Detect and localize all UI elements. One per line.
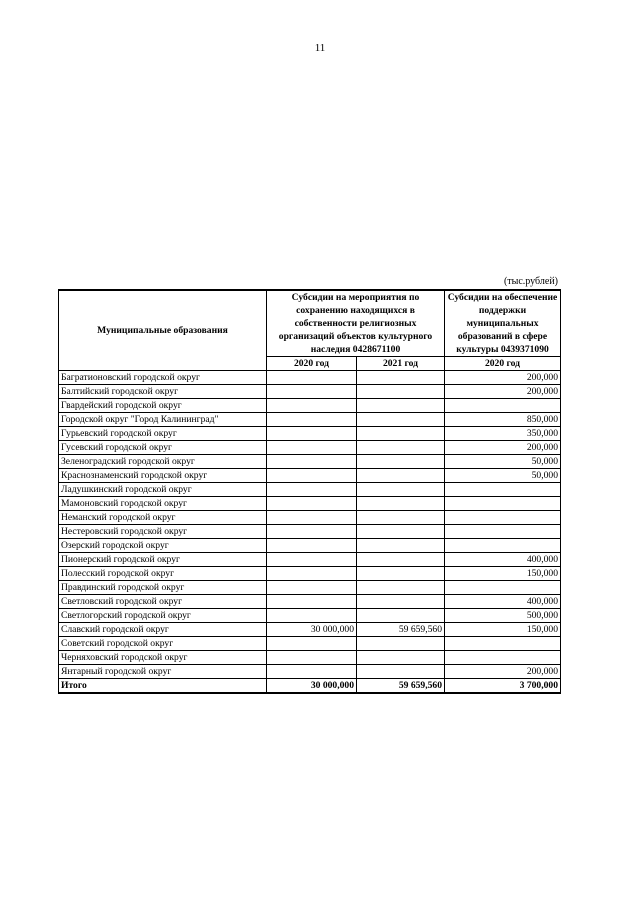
table-row bbox=[59, 665, 561, 679]
culture-2020-cell: 200,000 bbox=[445, 665, 561, 679]
culture-2020-cell: 400,000 bbox=[445, 553, 561, 567]
religious-2020-cell bbox=[267, 609, 357, 623]
table-row bbox=[59, 581, 561, 595]
culture-2020-cell: 500,000 bbox=[445, 609, 561, 623]
religious-2021-cell bbox=[357, 539, 445, 553]
municipality-header: Муниципальные образования bbox=[59, 290, 267, 371]
religious-2020-cell bbox=[267, 441, 357, 455]
municipality-cell: Гурьевский городской округ bbox=[59, 427, 267, 441]
culture-2020-cell bbox=[445, 511, 561, 525]
municipality-cell: Озерский городской округ bbox=[59, 539, 267, 553]
page-number: 11 bbox=[314, 42, 326, 54]
table-body bbox=[59, 371, 561, 694]
culture-2020-cell: 200,000 bbox=[445, 371, 561, 385]
table-row bbox=[59, 623, 561, 637]
religious-2020-cell bbox=[267, 637, 357, 651]
religious-2020-cell bbox=[267, 455, 357, 469]
culture-2020-cell bbox=[445, 637, 561, 651]
table-row bbox=[59, 371, 561, 385]
year-2021-religious-header: 2021 год bbox=[357, 357, 445, 371]
religious-2020-cell bbox=[267, 483, 357, 497]
municipality-cell: Янтарный городской округ bbox=[59, 665, 267, 679]
culture-2020-cell: 50,000 bbox=[445, 455, 561, 469]
table-row bbox=[59, 413, 561, 427]
religious-2021-cell bbox=[357, 553, 445, 567]
table-row bbox=[59, 455, 561, 469]
religious-2020-cell bbox=[267, 665, 357, 679]
religious-2021-cell: 59 659,560 bbox=[357, 679, 445, 694]
table-row bbox=[59, 497, 561, 511]
religious-2021-cell bbox=[357, 427, 445, 441]
table-row bbox=[59, 399, 561, 413]
municipality-cell: Гвардейский городской округ bbox=[59, 399, 267, 413]
culture-2020-cell: 50,000 bbox=[445, 469, 561, 483]
municipality-cell: Пионерский городской округ bbox=[59, 553, 267, 567]
municipality-cell: Зеленоградский городской округ bbox=[59, 455, 267, 469]
table-row bbox=[59, 469, 561, 483]
table-row bbox=[59, 441, 561, 455]
religious-2020-cell bbox=[267, 497, 357, 511]
religious-2021-cell bbox=[357, 455, 445, 469]
municipality-cell: Багратионовский городской округ bbox=[59, 371, 267, 385]
culture-2020-cell bbox=[445, 539, 561, 553]
municipality-cell: Советский городской округ bbox=[59, 637, 267, 651]
municipality-cell: Балтийский городской округ bbox=[59, 385, 267, 399]
year-2020-religious-header: 2020 год bbox=[267, 357, 357, 371]
municipality-cell: Краснознаменский городской округ bbox=[59, 469, 267, 483]
culture-2020-cell: 200,000 bbox=[445, 385, 561, 399]
municipality-cell: Светлогорский городской округ bbox=[59, 609, 267, 623]
religious-2020-cell bbox=[267, 413, 357, 427]
religious-2021-cell bbox=[357, 469, 445, 483]
religious-2020-cell bbox=[267, 511, 357, 525]
table-row bbox=[59, 511, 561, 525]
culture-2020-cell: 3 700,000 bbox=[445, 679, 561, 694]
religious-2021-cell bbox=[357, 441, 445, 455]
religious-2020-cell bbox=[267, 399, 357, 413]
religious-2021-cell: 59 659,560 bbox=[357, 623, 445, 637]
culture-2020-cell bbox=[445, 497, 561, 511]
religious-2021-cell bbox=[357, 413, 445, 427]
religious-2021-cell bbox=[357, 651, 445, 665]
table-row bbox=[59, 567, 561, 581]
municipality-cell: Итого bbox=[59, 679, 267, 694]
municipality-cell: Черняховский городской округ bbox=[59, 651, 267, 665]
table-row bbox=[59, 595, 561, 609]
culture-2020-cell bbox=[445, 581, 561, 595]
religious-2021-cell bbox=[357, 483, 445, 497]
religious-2020-cell bbox=[267, 427, 357, 441]
table-row bbox=[59, 609, 561, 623]
religious-2021-cell bbox=[357, 525, 445, 539]
religious-2020-cell: 30 000,000 bbox=[267, 679, 357, 694]
municipality-cell: Светловский городской округ bbox=[59, 595, 267, 609]
culture-2020-cell: 850,000 bbox=[445, 413, 561, 427]
culture-2020-cell: 400,000 bbox=[445, 595, 561, 609]
religious-2020-cell bbox=[267, 469, 357, 483]
table-row bbox=[59, 385, 561, 399]
religious-2020-cell bbox=[267, 581, 357, 595]
culture-2020-cell bbox=[445, 525, 561, 539]
religious-2021-cell bbox=[357, 581, 445, 595]
religious-2021-cell bbox=[357, 497, 445, 511]
subsidy-table bbox=[58, 289, 561, 694]
municipality-cell: Мамоновский городской округ bbox=[59, 497, 267, 511]
culture-2020-cell: 350,000 bbox=[445, 427, 561, 441]
municipality-cell: Полесский городской округ bbox=[59, 567, 267, 581]
culture-2020-cell bbox=[445, 651, 561, 665]
table-row bbox=[59, 651, 561, 665]
table-row bbox=[59, 553, 561, 567]
total-row bbox=[59, 679, 561, 694]
table-row bbox=[59, 539, 561, 553]
culture-2020-cell bbox=[445, 399, 561, 413]
religious-2021-cell bbox=[357, 371, 445, 385]
religious-2021-cell bbox=[357, 665, 445, 679]
religious-2021-cell bbox=[357, 511, 445, 525]
religious-2021-cell bbox=[357, 399, 445, 413]
culture-2020-cell: 200,000 bbox=[445, 441, 561, 455]
religious-2020-cell: 30 000,000 bbox=[267, 623, 357, 637]
religious-2021-cell bbox=[357, 385, 445, 399]
culture-2020-cell: 150,000 bbox=[445, 567, 561, 581]
religious-2020-cell bbox=[267, 539, 357, 553]
culture-2020-cell: 150,000 bbox=[445, 623, 561, 637]
culture-subsidy-header: Субсидии на обеспечение поддержки муниципальных образований в сфере культуры 0439371090 bbox=[445, 290, 561, 357]
religious-2021-cell bbox=[357, 637, 445, 651]
table-row bbox=[59, 525, 561, 539]
religious-2021-cell bbox=[357, 567, 445, 581]
religious-2020-cell bbox=[267, 371, 357, 385]
municipality-cell: Неманский городской округ bbox=[59, 511, 267, 525]
religious-2020-cell bbox=[267, 553, 357, 567]
table-row bbox=[59, 427, 561, 441]
religious-2020-cell bbox=[267, 651, 357, 665]
table-row bbox=[59, 483, 561, 497]
municipality-cell: Нестеровский городской округ bbox=[59, 525, 267, 539]
religious-2020-cell bbox=[267, 595, 357, 609]
municipality-cell: Гусевский городской округ bbox=[59, 441, 267, 455]
municipality-cell: Городской округ "Город Калининград" bbox=[59, 413, 267, 427]
religious-subsidy-header: Субсидии на мероприятия по сохранению находящихся в собственности религиозных организаций объектов культурного наследия 0428671100 bbox=[267, 290, 445, 357]
religious-2021-cell bbox=[357, 595, 445, 609]
municipality-cell: Правдинский городской округ bbox=[59, 581, 267, 595]
table-row bbox=[59, 637, 561, 651]
religious-2020-cell bbox=[267, 567, 357, 581]
religious-2020-cell bbox=[267, 525, 357, 539]
religious-2020-cell bbox=[267, 385, 357, 399]
municipality-cell: Славский городской округ bbox=[59, 623, 267, 637]
unit-note: (тыс.рублей) bbox=[503, 276, 558, 287]
year-2020-culture-header: 2020 год bbox=[445, 357, 561, 371]
religious-2021-cell bbox=[357, 609, 445, 623]
municipality-cell: Ладушкинский городской округ bbox=[59, 483, 267, 497]
culture-2020-cell bbox=[445, 483, 561, 497]
